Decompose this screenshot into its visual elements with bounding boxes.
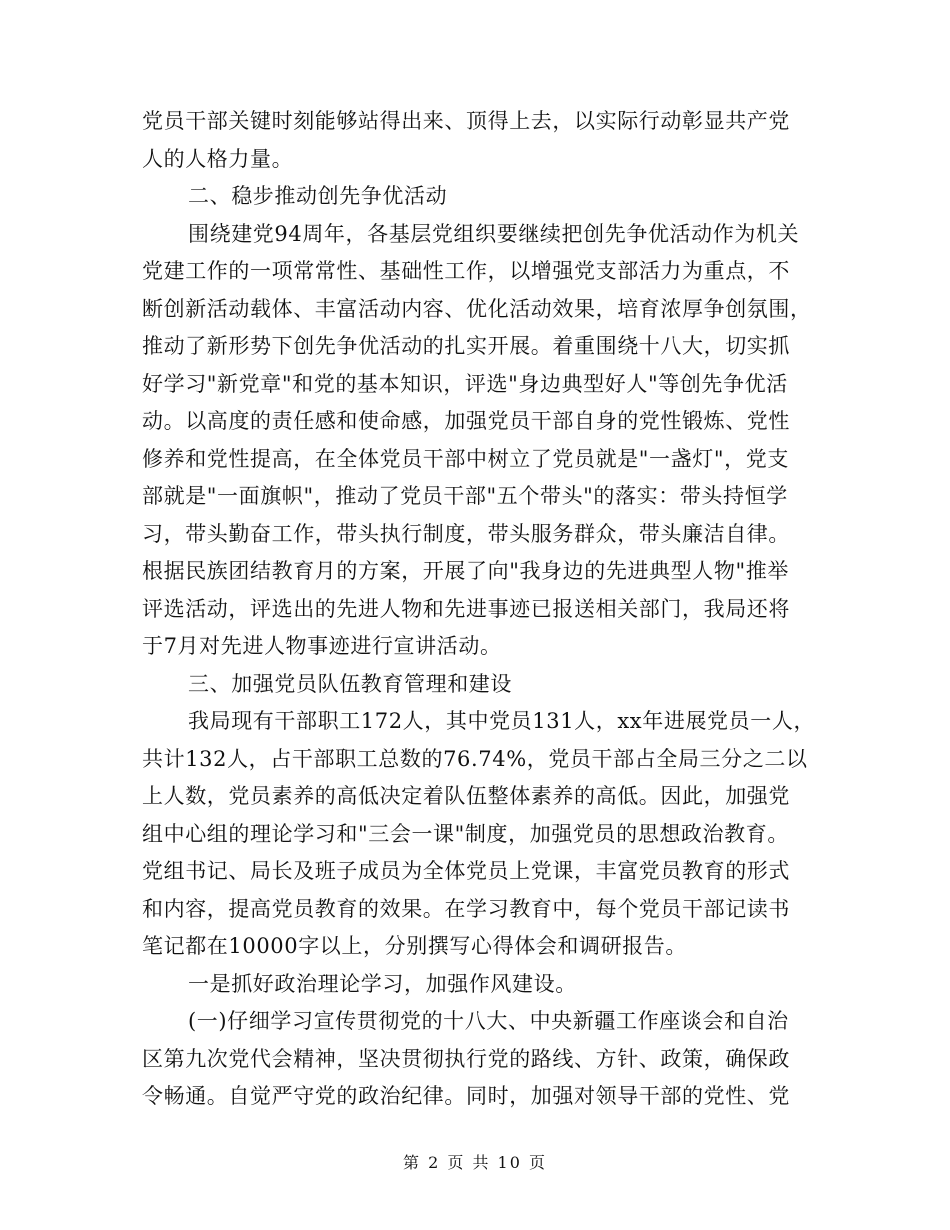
text-line: 共计132人，占干部职工总数的76.74%，党员干部占全局三分之二以	[142, 746, 808, 771]
text-line: 一是抓好政治理论学习，加强作风建设。	[188, 971, 577, 996]
text-line: 于7月对先进人物事迹进行宣讲活动。	[142, 634, 502, 658]
text-line: 好学习"新党章"和党的基本知识，评选"身边典型好人"等创先争优活	[142, 371, 788, 396]
text-line: 三、加强党员队伍教育管理和建设	[188, 671, 512, 696]
text-line: 部就是"一面旗帜"，推动了党员干部"五个带头"的落实：带头持恒学	[142, 484, 788, 508]
text-line: 组中心组的理论学习和"三会一课"制度，加强党员的思想政治教育。	[142, 821, 789, 846]
text-line: 评选活动，评选出的先进人物和先进事迹已报送相关部门，我局还将	[142, 596, 790, 621]
text-line: 习，带头勤奋工作，带头执行制度，带头服务群众，带头廉洁自律。	[142, 521, 790, 546]
text-line: 动。以高度的责任感和使命感，加强党员干部自身的党性锻炼、党性	[142, 409, 790, 433]
text-line: (一)仔细学习宣传贯彻党的十八大、中央新疆工作座谈会和自治	[188, 1009, 789, 1033]
text-line: 党员干部关键时刻能够站得出来、顶得上去，以实际行动彰显共产党	[142, 109, 790, 133]
text-line: 党组书记、局长及班子成员为全体党员上党课，丰富党员教育的形式	[142, 859, 790, 883]
text-line: 人的人格力量。	[142, 146, 294, 171]
text-line: 断创新活动载体、丰富活动内容、优化活动效果，培育浓厚争创氛围，	[142, 296, 812, 321]
text-line: 区第九次党代会精神，坚决贯彻执行党的路线、方针、政策，确保政	[142, 1046, 790, 1071]
text-line: 党建工作的一项常常性、基础性工作，以增强党支部活力为重点，不	[142, 259, 790, 283]
text-line: 修养和党性提高，在全体党员干部中树立了党员就是"一盏灯"，党支	[142, 446, 789, 471]
text-line: 推动了新形势下创先争优活动的扎实开展。着重围绕十八大，切实抓	[142, 334, 790, 358]
text-line: 我局现有干部职工172人，其中党员131人，xx年进展党员一人，	[188, 709, 816, 733]
document-body	[142, 103, 816, 1116]
text-line: 和内容，提高党员教育的效果。在学习教育中，每个党员干部记读书	[142, 896, 790, 921]
text-line: 令畅通。自觉严守党的政治纪律。同时，加强对领导干部的党性、党	[142, 1084, 790, 1108]
text-line: 笔记都在10000字以上，分别撰写心得体会和调研报告。	[142, 934, 688, 958]
page-footer: 第 2 页 共 10 页	[403, 1153, 547, 1172]
text-line: 二、稳步推动创先争优活动	[188, 184, 448, 208]
text-line: 围绕建党94周年，各基层党组织要继续把创先争优活动作为机关	[188, 221, 800, 246]
text-line: 根据民族团结教育月的方案，开展了向"我身边的先进典型人物"推举	[142, 559, 789, 583]
text-line: 上人数，党员素养的高低决定着队伍整体素养的高低。因此，加强党	[142, 784, 790, 808]
